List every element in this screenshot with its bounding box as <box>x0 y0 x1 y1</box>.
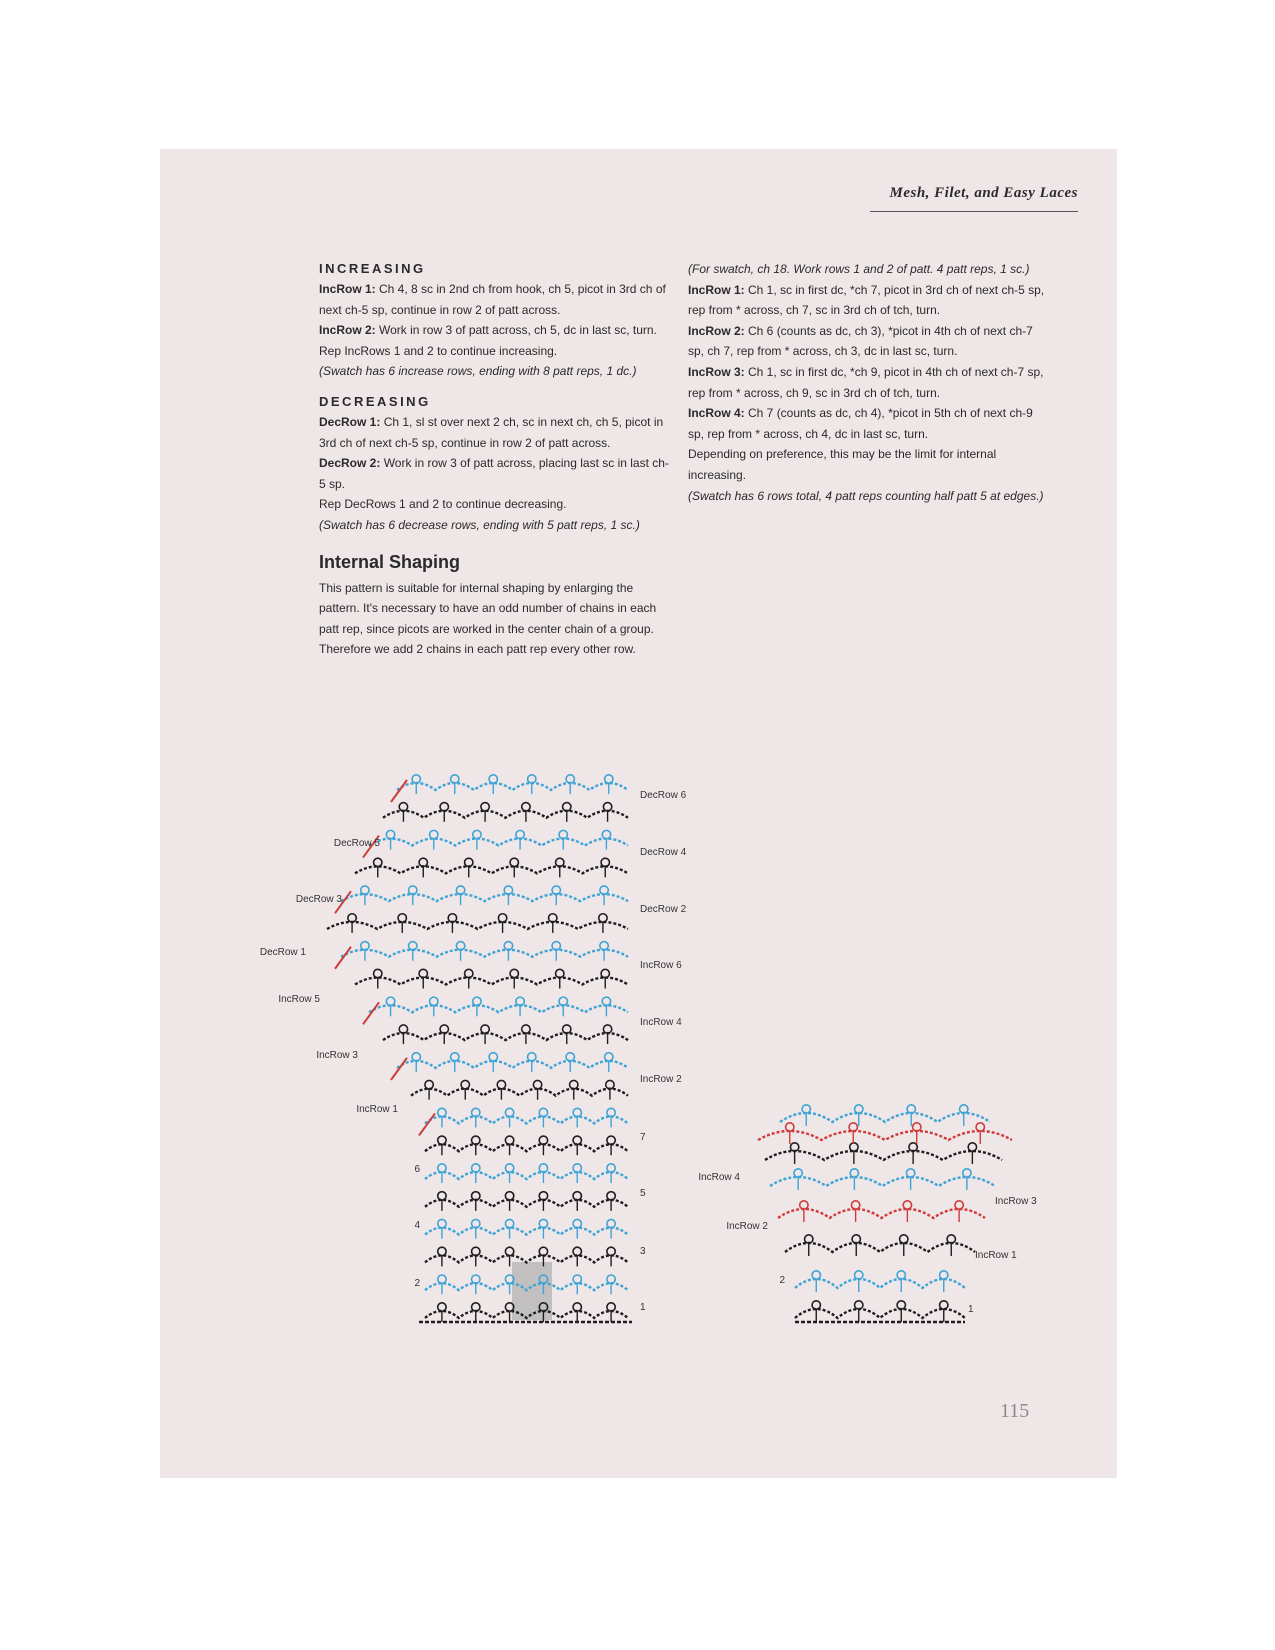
picot-mark <box>489 775 497 783</box>
picot-mark <box>851 1201 859 1209</box>
instruction-text: Ch 1, sl st over next 2 ch, sc in next ch, ch 5, picot in 3rd ch of next ch-5 sp, continue in row 2 of patt across. <box>319 414 664 450</box>
picot-mark <box>497 1080 505 1088</box>
picot-mark <box>786 1123 794 1131</box>
running-title: Mesh, Filet, and Easy Laces <box>889 185 1078 201</box>
instruction-label: DecRow 1: <box>319 414 381 429</box>
picot-mark <box>605 1053 613 1061</box>
row-label: IncRow 4 <box>640 1017 682 1028</box>
picot-mark <box>607 1275 615 1283</box>
picot-mark <box>438 1192 446 1200</box>
picot-mark <box>438 1219 446 1227</box>
row-label: IncRow 1 <box>975 1250 1017 1261</box>
chain-row <box>355 866 628 873</box>
picot-mark <box>605 775 613 783</box>
row-label: 7 <box>640 1132 646 1143</box>
picot-mark <box>940 1271 948 1279</box>
chain-row <box>425 1116 628 1123</box>
closing-text: Depending on preference, this may be the limit for internal increasing. <box>688 447 997 482</box>
chain-row <box>765 1151 1002 1160</box>
chain-row <box>341 950 628 957</box>
row-label: 1 <box>968 1304 974 1315</box>
row-label: IncRow 4 <box>698 1172 740 1183</box>
row-label: IncRow 5 <box>278 994 320 1005</box>
row-label: IncRow 6 <box>640 960 682 971</box>
picot-mark <box>498 914 506 922</box>
row-label: IncRow 3 <box>316 1050 358 1061</box>
picot-mark <box>607 1136 615 1144</box>
chain-row <box>341 894 628 901</box>
instruction-label: IncRow 2: <box>688 323 745 338</box>
instruction-label: IncRow 4: <box>688 406 745 421</box>
picot-mark <box>438 1108 446 1116</box>
picot-mark <box>900 1235 908 1243</box>
picot-mark <box>489 1053 497 1061</box>
instruction-label: DecRow 2: <box>319 456 381 471</box>
chain-row <box>778 1209 985 1218</box>
picot-mark <box>940 1301 948 1309</box>
picot-mark <box>430 997 438 1005</box>
row-label: DecRow 6 <box>640 790 687 801</box>
instruction-label: IncRow 3: <box>688 364 745 379</box>
row-label: 5 <box>640 1188 646 1199</box>
chain-row <box>383 1033 628 1040</box>
chain-row <box>780 1113 990 1122</box>
row-label: DecRow 3 <box>295 894 342 905</box>
picot-mark <box>438 1275 446 1283</box>
picot-mark <box>607 1164 615 1172</box>
chain-row <box>425 1172 628 1179</box>
chain-row <box>411 1089 628 1096</box>
instruction-label: IncRow 1: <box>688 282 745 297</box>
instruction-label: IncRow 2: <box>319 323 376 338</box>
picot-mark <box>903 1201 911 1209</box>
picot-mark <box>607 1192 615 1200</box>
row-label: IncRow 1 <box>356 1104 398 1115</box>
instruction-text: Work in row 3 of patt across, placing last sc in last ch-5 sp. <box>319 456 669 491</box>
chain-row <box>383 811 628 818</box>
picot-mark <box>438 1136 446 1144</box>
chain-row <box>425 1200 628 1207</box>
shaping-chain <box>363 1002 379 1024</box>
picot-mark <box>812 1301 820 1309</box>
row-label: DecRow 5 <box>333 838 380 849</box>
row-label: 2 <box>414 1278 420 1289</box>
shaping-chain <box>391 1058 407 1080</box>
internal-shaping-body: This pattern is suitable for internal shaping by enlarging the pattern. It's necessary to have an odd number of chains in each patt rep, since picots are worked in the center chain of a group. Therefore we add 2 chains in each patt rep every other row. <box>319 580 657 657</box>
picot-mark <box>398 914 406 922</box>
picot-mark <box>963 1169 971 1177</box>
picot-mark <box>481 803 489 811</box>
picot-mark <box>430 830 438 838</box>
chain-row <box>397 783 628 790</box>
chain-row <box>785 1243 975 1252</box>
instruction-text: Ch 1, sc in first dc, *ch 9, picot in 4th ch of next ch-7 sp, rep from * across, ch 9, sc in 3rd ch of tch, turn. <box>688 364 1044 400</box>
chain-row <box>327 922 628 929</box>
increasing-repeat: Rep IncRows 1 and 2 to continue increasing. <box>319 343 558 358</box>
picot-mark <box>438 1164 446 1172</box>
picot-mark <box>374 858 382 866</box>
chain-row <box>425 1144 628 1151</box>
picot-mark <box>438 1303 446 1311</box>
row-label: DecRow 1 <box>259 947 306 958</box>
increasing-heading: INCREASING <box>319 261 426 276</box>
decreasing-heading: DECREASING <box>319 393 431 409</box>
picot-mark <box>906 1169 914 1177</box>
picot-mark <box>955 1201 963 1209</box>
page-number: 115 <box>1000 1400 1030 1422</box>
internal-shaping-heading: Internal Shaping <box>319 551 461 572</box>
shaping-chain <box>391 780 407 802</box>
picot-mark <box>601 969 609 977</box>
chain-row <box>425 1255 628 1262</box>
instruction-text: Ch 6 (counts as dc, ch 3), *picot in 4th ch of next ch-7 sp, ch 7, rep from * across, ch 3, dc in last sc, turn. <box>688 323 1033 359</box>
chain-row <box>369 839 628 846</box>
picot-mark <box>473 997 481 1005</box>
chain-row <box>770 1177 995 1186</box>
row-label: DecRow 2 <box>640 904 687 915</box>
picot-mark <box>461 1080 469 1088</box>
picot-mark <box>855 1105 863 1113</box>
picot-mark <box>794 1169 802 1177</box>
chain-row <box>369 1005 628 1012</box>
picot-mark <box>976 1123 984 1131</box>
picot-mark <box>812 1271 820 1279</box>
picot-mark <box>599 914 607 922</box>
instruction-text: Ch 7 (counts as dc, ch 4), *picot in 5th ch of next ch-9 sp, rep from * across, ch 4, dc in last sc, turn. <box>688 406 1033 441</box>
swatch-intro: (For swatch, ch 18. Work rows 1 and 2 of patt. 4 patt reps, 1 sc.) <box>688 262 1030 276</box>
chain-row <box>795 1279 965 1288</box>
picot-mark <box>802 1105 810 1113</box>
left-chart <box>260 775 687 1322</box>
shaping-chain <box>335 947 351 969</box>
picot-mark <box>481 1025 489 1033</box>
row-label: IncRow 2 <box>726 1221 768 1232</box>
picot-mark <box>850 1143 858 1151</box>
picot-mark <box>473 830 481 838</box>
picot-mark <box>607 1303 615 1311</box>
row-label: 2 <box>779 1275 785 1286</box>
picot-mark <box>607 1108 615 1116</box>
row-label: 3 <box>640 1246 646 1257</box>
row-label: 6 <box>414 1164 420 1175</box>
instruction-text: Work in row 3 of patt across, ch 5, dc in last sc, turn. <box>375 323 657 338</box>
chain-row <box>397 1061 628 1068</box>
chain-row <box>355 978 628 985</box>
instruction-text: Ch 1, sc in first dc, *ch 7, picot in 3rd ch of next ch-5 sp, rep from * across, ch 7, sc in 3rd ch of tch, turn. <box>688 282 1045 318</box>
row-label: 4 <box>414 1220 420 1231</box>
swatch-note: (Swatch has 6 rows total, 4 patt reps counting half patt 5 at edges.) <box>688 488 1044 503</box>
chain-row <box>425 1228 628 1235</box>
decreasing-note: (Swatch has 6 decrease rows, ending with 5 patt reps, 1 sc.) <box>319 517 640 532</box>
instruction-label: IncRow 1: <box>319 282 376 296</box>
row-label: IncRow 3 <box>995 1196 1037 1207</box>
row-label: IncRow 2 <box>640 1074 682 1085</box>
picot-mark <box>607 1247 615 1255</box>
picot-mark <box>968 1143 976 1151</box>
picot-mark <box>425 1080 433 1088</box>
right-chart <box>698 1105 1037 1322</box>
picot-mark <box>601 858 609 866</box>
row-label: 1 <box>640 1302 646 1313</box>
increasing-note: (Swatch has 6 increase rows, ending with 8 patt reps, 1 dc.) <box>319 364 637 379</box>
row-label: DecRow 4 <box>640 847 687 858</box>
picot-mark <box>850 1169 858 1177</box>
chain-row <box>758 1131 1012 1140</box>
decreasing-repeat: Rep DecRows 1 and 2 to continue decreasing. <box>319 497 567 512</box>
shaping-chain <box>419 1113 435 1135</box>
chain-row <box>795 1309 965 1318</box>
instruction-text: Ch 4, 8 sc in 2nd ch from hook, ch 5, picot in 3rd ch of next ch-5 sp, continue in row 2 of patt across. <box>319 282 666 317</box>
picot-mark <box>510 858 518 866</box>
picot-mark <box>374 969 382 977</box>
picot-mark <box>510 969 518 977</box>
picot-mark <box>607 1219 615 1227</box>
picot-mark <box>438 1247 446 1255</box>
